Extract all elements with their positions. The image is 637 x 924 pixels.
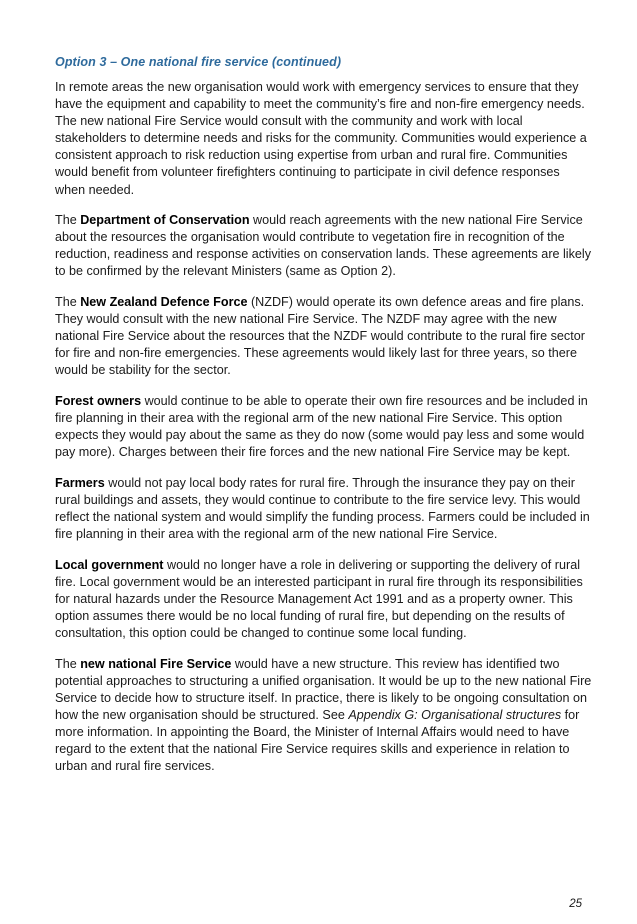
paragraph-department-of-conservation [55, 212, 593, 280]
bold-term: Farmers [55, 475, 105, 490]
paragraph-text: would have a new structure. This review has identified two potential approaches to structuring a unified organisation. It would be up to the new national Fire Service to decide how to structure itself. In practice, there is likely to be ongoing consultation on how the new organisation should be structured. See [55, 656, 592, 722]
paragraph-text: would no longer have a role in delivering or supporting the delivery of rural fire. Local government would be an interested participant in rural fire through its responsibilities for natural hazards under the Resource Management Act 1991 and as a property owner. This option assumes there would be no local funding of rural fire, but depending on the results of consultation, this option could be changed to continue some local funding. [55, 557, 583, 641]
paragraph-text: would not pay local body rates for rural fire. Through the insurance they pay on their rural buildings and assets, they would continue to contribute to the fire service levy. This would reflect the national system and would simplify the funding process. Farmers could be included in fire planning in their area with the regional arm of the new national Fire Service. [55, 475, 590, 542]
bold-term: Forest owners [55, 394, 142, 408]
paragraph-prefix: The [55, 295, 81, 310]
paragraph-text: for more information. In appointing the Board, the Minister of Internal Affairs would need to have regard to the extent that the national Fire Service requires skills and experience in relation to urban and rural fire services. [55, 708, 580, 774]
paragraph-forest-owners [55, 393, 593, 461]
page-number: 25 [569, 898, 582, 910]
paragraph-text: would reach agreements with the new national Fire Service about the resources the organisation would contribute to vegetation fire in recognition of the reduction, readiness and response activities on conservation lands. These agreements are likely to be confirmed by the relevant Ministers (same as Option 2). [55, 213, 592, 279]
appendix-reference: Appendix G: Organisational structures [348, 708, 562, 722]
bold-term: New Zealand Defence Force [80, 295, 248, 310]
body-text [55, 79, 593, 789]
bold-term: Local government [55, 557, 164, 572]
section-heading: Option 3 – One national fire service (continued) [55, 55, 342, 69]
paragraph-text: would continue to be able to operate their own fire resources and be included in fire planning in their area with the regional arm of the new national Fire Service. This option expects they would pay about the same as they do now (some would pay less and some would pay more). Charges between their fire forces and the new national Fire Service may be kept. [55, 394, 588, 460]
paragraph-prefix: The [55, 656, 81, 671]
paragraph-farmers [55, 475, 593, 543]
paragraph-text: (NZDF) would operate its own defence areas and fire plans. They would consult with the new national Fire Service. The NZDF may agree with the new national Fire Service about the resources that the NZDF would contribute to the rural fire sector for fire and non-fire emergencies. These agreements would likely last for three years, so there would be stability for the sector. [55, 295, 585, 378]
paragraph-local-government [55, 557, 593, 642]
bold-term: Department of Conservation [80, 213, 250, 228]
paragraph-nzdf [55, 294, 593, 379]
paragraph-new-national-fire-service [55, 656, 593, 776]
paragraph-remote-areas [55, 79, 593, 199]
bold-term: new national Fire Service [80, 656, 232, 671]
paragraph-text: In remote areas the new organisation would work with emergency services to ensure that they have the equipment and capability to meet the community’s fire and non-fire emergency needs. The new national Fire Service would consult with the community and work with local stakeholders to determine needs and risks for the community. Communities would experience a consistent approach to risk reduction using expertise from urban and rural fire. Communities would benefit from volunteer firefighters continuing to participate in civil defence responses when needed. [55, 80, 587, 197]
paragraph-prefix: The [55, 213, 81, 228]
